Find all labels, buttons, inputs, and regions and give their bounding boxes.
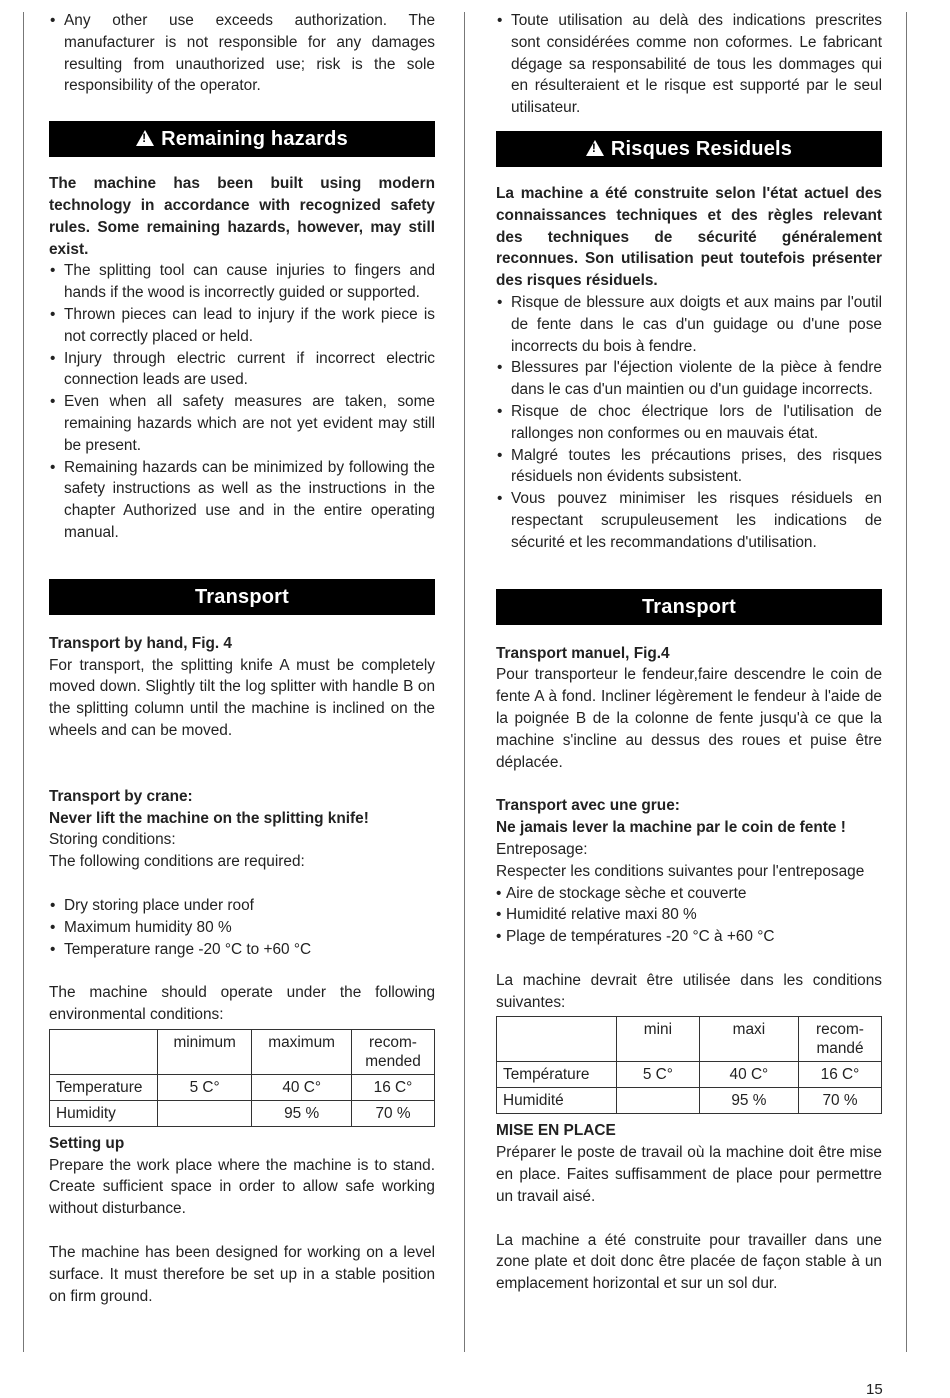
remaining-hazards-banner bbox=[49, 121, 435, 157]
transport-crane-warning: Never lift the machine on the splitting knife! bbox=[49, 809, 369, 827]
transport-hand-text: For transport, the splitting knife A must be completely moved down. Slightly tilt the log splitter with handle B on the splitting column until the machine is inclined on the wheels and can be moved. bbox=[49, 656, 435, 739]
table-cell: recom-mandé bbox=[799, 1017, 882, 1062]
section-title: Transport bbox=[194, 585, 290, 608]
section-title: Transport bbox=[641, 595, 737, 618]
storing-required: The following conditions are required: bbox=[49, 853, 305, 871]
list-item: • Injury through electric current if incorrect electric connection leads are used. bbox=[49, 348, 435, 392]
left-margin-rule bbox=[23, 12, 24, 1352]
hazards-lead: The machine has been built using modern technology in accordance with recognized safety rules. Some remaining hazards, however, may still exist. bbox=[49, 175, 435, 258]
list-item: • Vous pouvez minimiser les risques résiduels en respectant scrupuleusement les indications de sécurité et les recommandations d'utilisation. bbox=[496, 488, 882, 553]
transport-hand-heading: Transport by hand, Fig. 4 bbox=[49, 634, 232, 652]
hazards-list bbox=[496, 292, 882, 554]
table-cell: 95 % bbox=[699, 1088, 798, 1114]
list-item: • Blessures par l'éjection violente de la pièce à fendre dans le cas d'un maintien ou d'un guidage incorrects. bbox=[496, 357, 882, 401]
environment-table bbox=[496, 1016, 882, 1114]
section-title: Risques Residuels bbox=[610, 137, 793, 160]
list-item: • Risque de choc électrique lors de l'utilisation de rallonges non conformes ou en mauvais état. bbox=[496, 401, 882, 445]
section-title: Remaining hazards bbox=[161, 128, 348, 151]
environment-text: La machine devrait être utilisée dans les conditions suivantes: bbox=[496, 971, 882, 1011]
setup-heading: Setting up bbox=[49, 1134, 125, 1152]
table-cell bbox=[158, 1100, 252, 1126]
list-item: • Thrown pieces can lead to injury if the work piece is not correctly placed or held. bbox=[49, 304, 435, 348]
table-cell: Température bbox=[497, 1062, 617, 1088]
table-cell: Humidity bbox=[50, 1100, 158, 1126]
setup-text-2: La machine a été construite pour travailler dans une zone plate et doit donc être placée de façon stable à un emplacement horizontal et sur un sol dur. bbox=[496, 1231, 882, 1293]
table-cell: 40 C° bbox=[252, 1074, 352, 1100]
list-item: • Risque de blessure aux doigts et aux mains par l'outil de fente dans le cas d'un guidage ou d'une pose incorrects du bois à fendre. bbox=[496, 292, 882, 357]
table-cell: mini bbox=[617, 1017, 700, 1062]
table-cell: 5 C° bbox=[617, 1062, 700, 1088]
table-header-row bbox=[497, 1017, 882, 1062]
storing-list bbox=[496, 883, 882, 948]
table-cell bbox=[617, 1088, 700, 1114]
page-number: 15 bbox=[866, 1381, 883, 1398]
list-item: • Plage de températures -20 °C à +60 °C bbox=[496, 926, 882, 948]
warning-triangle-icon bbox=[586, 140, 604, 156]
table-cell: 70 % bbox=[799, 1088, 882, 1114]
table-cell: minimum bbox=[158, 1029, 252, 1074]
table-cell: maxi bbox=[699, 1017, 798, 1062]
transport-crane-heading: Transport by crane: bbox=[49, 787, 193, 805]
table-cell bbox=[50, 1029, 158, 1074]
list-item: • Any other use exceeds authorization. The manufacturer is not responsible for any damages resulting from unauthorized use; risk is the sole responsibility of the operator. bbox=[49, 10, 435, 97]
remaining-hazards-banner bbox=[496, 131, 882, 167]
environment-text: The machine should operate under the following environmental conditions: bbox=[49, 984, 435, 1024]
list-item: • Malgré toutes les précautions prises, des risques résiduels non évidents subsistent. bbox=[496, 445, 882, 489]
table-cell: Temperature bbox=[50, 1074, 158, 1100]
setup-text-2: The machine has been designed for working on a level surface. It must therefore be set up in a stable position on firm ground. bbox=[49, 1244, 435, 1305]
right-margin-rule bbox=[906, 12, 907, 1352]
english-column bbox=[49, 10, 435, 1307]
table-header-row bbox=[50, 1029, 435, 1074]
list-item: • Temperature range -20 °C to +60 °C bbox=[49, 939, 435, 961]
table-row bbox=[50, 1074, 435, 1100]
list-item: • The splitting tool can cause injuries to fingers and hands if the wood is incorrectly guided or supported. bbox=[49, 260, 435, 304]
hazards-lead: La machine a été construite selon l'état actuel des connaissances techniques et des règles relevant des techniques de sécurité généralement reconnues. Son utilisation peut toutefois présenter des risques résiduels. bbox=[496, 184, 882, 290]
transport-hand-heading: Transport manuel, Fig.4 bbox=[496, 644, 670, 662]
french-column bbox=[496, 10, 882, 1295]
table-cell: recom-mended bbox=[352, 1029, 435, 1074]
table-cell: 95 % bbox=[252, 1100, 352, 1126]
table-cell: Humidité bbox=[497, 1088, 617, 1114]
setup-text-1: Prepare the work place where the machine is to stand. Create sufficient space in order to allow safe working without disturbance. bbox=[49, 1156, 435, 1218]
list-item: • Even when all safety measures are taken, some remaining hazards which are not yet evident may still be present. bbox=[49, 391, 435, 456]
table-cell: 5 C° bbox=[158, 1074, 252, 1100]
warning-triangle-icon bbox=[136, 130, 154, 146]
transport-banner bbox=[496, 589, 882, 625]
setup-text-1: Préparer le poste de travail où la machine doit être mise en place. Faites suffisamment de place pour permettre un travail aisé. bbox=[496, 1144, 882, 1205]
table-cell bbox=[497, 1017, 617, 1062]
table-cell: 40 C° bbox=[699, 1062, 798, 1088]
table-row bbox=[497, 1088, 882, 1114]
storing-list bbox=[49, 895, 435, 960]
authorized-use-list bbox=[49, 10, 435, 97]
transport-crane-heading: Transport avec une grue: bbox=[496, 797, 680, 815]
environment-table bbox=[49, 1029, 435, 1127]
storing-label: Entreposage: bbox=[496, 840, 588, 858]
center-column-rule bbox=[464, 12, 465, 1352]
list-item: • Remaining hazards can be minimized by following the safety instructions as well as the instructions in the chapter Authorized use and in the entire operating manual. bbox=[49, 457, 435, 544]
authorized-use-list bbox=[496, 10, 882, 119]
table-cell: 16 C° bbox=[799, 1062, 882, 1088]
list-item: • Maximum humidity 80 % bbox=[49, 917, 435, 939]
transport-hand-text: Pour transporteur le fendeur,faire descendre le coin de fente A à fond. Incliner légèrement le fendeur à l'aide de la poignée B de la colonne de fente jusqu'à ce que la machine s'incline au dessus des roues et puise être déplacée. bbox=[496, 666, 882, 771]
list-item: • Dry storing place under roof bbox=[49, 895, 435, 917]
table-cell: maximum bbox=[252, 1029, 352, 1074]
table-row bbox=[497, 1062, 882, 1088]
table-cell: 16 C° bbox=[352, 1074, 435, 1100]
transport-crane-warning: Ne jamais lever la machine par le coin de fente ! bbox=[496, 819, 846, 837]
list-item: • Humidité relative maxi 80 % bbox=[496, 904, 882, 926]
storing-required: Respecter les conditions suivantes pour l'entreposage bbox=[496, 862, 865, 880]
storing-label: Storing conditions: bbox=[49, 831, 176, 849]
table-cell: 70 % bbox=[352, 1100, 435, 1126]
hazards-list bbox=[49, 260, 435, 543]
list-item: • Aire de stockage sèche et couverte bbox=[496, 883, 882, 905]
table-row bbox=[50, 1100, 435, 1126]
setup-heading: MISE EN PLACE bbox=[496, 1122, 616, 1140]
list-item: • Toute utilisation au delà des indications prescrites sont considérées comme non coformes. Le fabricant dégage sa responsabilité de tous les dommages qui en résulteraient et le risque est supporté par le seul utilisateur. bbox=[496, 10, 882, 119]
transport-banner bbox=[49, 579, 435, 615]
